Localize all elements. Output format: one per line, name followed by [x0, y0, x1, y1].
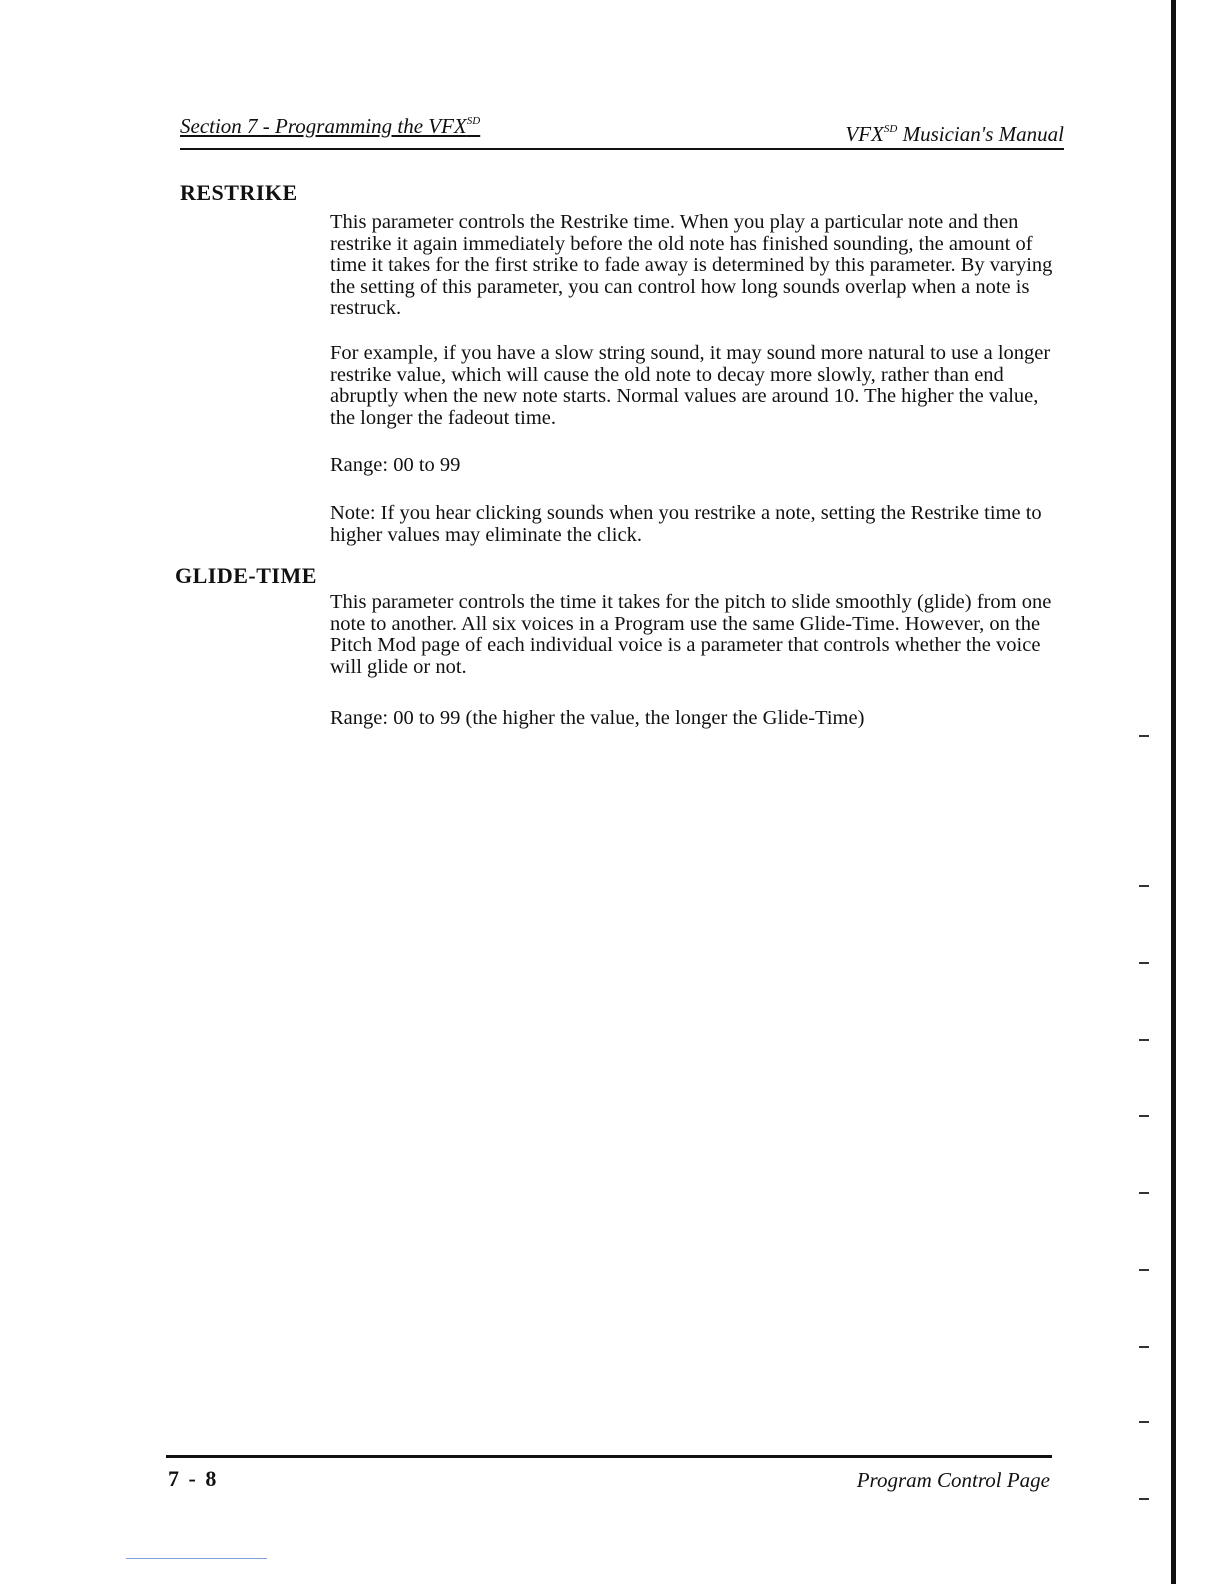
margin-tick [1139, 1115, 1149, 1117]
heading-restrike: RESTRIKE [180, 180, 298, 205]
glide-time-description: This parameter controls the time it takes for the pitch to slide smoothly (glide) from one note to another. All six voices in a Program use the same Glide-Time. However, on the Pitch Mod page of each individual voice is a parameter that controls whether the voice will glide or not. [330, 591, 1052, 678]
margin-tick [1139, 1421, 1149, 1423]
restrike-description: This parameter controls the Restrike time. When you play a particular note and then restrike it again immediately before the old note has finished sounding, the amount of time it takes for the first strike to fade away is determined by this parameter. By varying the setting of this parameter, you can control how long sounds overlap when a note is restruck. [330, 211, 1053, 319]
margin-tick [1139, 1346, 1149, 1348]
margin-tick [1139, 962, 1149, 964]
header-section-title: Section 7 - Programming the $VFX^{SD}$ [180, 114, 481, 138]
footer-page-name: Program Control Page [856, 1468, 1050, 1492]
heading-glide-time: GLIDE-TIME [175, 563, 317, 588]
restrike-note: Note: If you hear clicking sounds when you restrike a note, setting the Restrike time to higher values may eliminate the click. [330, 502, 1042, 546]
margin-tick [1139, 735, 1149, 737]
scan-artifact-line [126, 1558, 267, 1559]
header-manual-title: $VFX^{SD}$ Musician's Manual [845, 122, 1064, 146]
page-header [180, 112, 1064, 150]
page-number: 7 - 8 [168, 1466, 219, 1491]
restrike-range: Range: 00 to 99 [330, 454, 461, 476]
margin-tick [1139, 1498, 1149, 1500]
margin-tick [1139, 1039, 1149, 1041]
glide-time-range: Range: 00 to 99 (the higher the value, the longer the Glide-Time) [330, 707, 865, 729]
margin-tick [1139, 885, 1149, 887]
binding-edge [1171, 0, 1176, 1584]
margin-tick [1139, 1192, 1149, 1194]
restrike-example: For example, if you have a slow string sound, it may sound more natural to use a longer restrike value, which will cause the old note to decay more slowly, rather than end abruptly when the new note starts. Normal values are around 10. The higher the value, the longer the fadeout time. [330, 342, 1051, 429]
footer-rule [166, 1455, 1052, 1458]
margin-tick [1139, 1269, 1149, 1271]
